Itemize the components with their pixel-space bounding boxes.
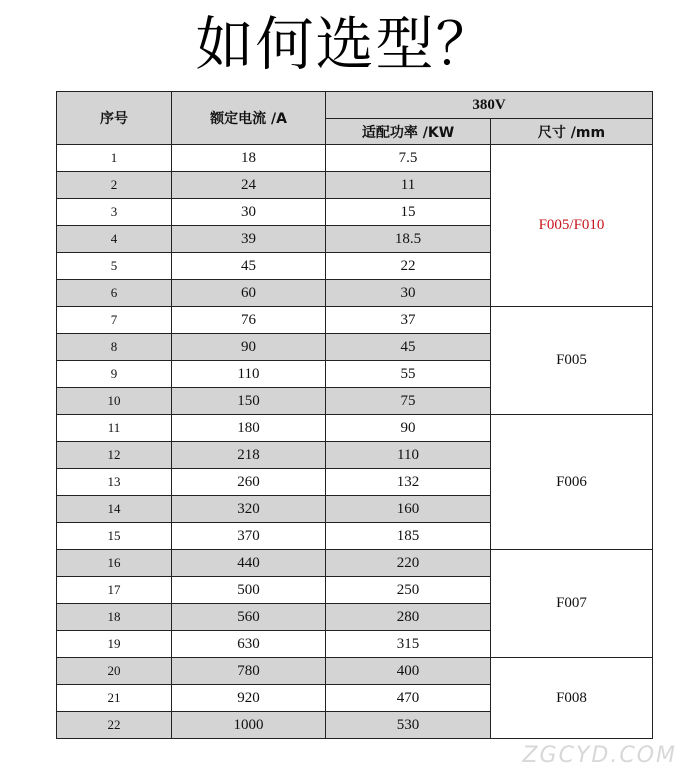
row-index: 19 — [57, 631, 172, 658]
row-power: 530 — [326, 712, 491, 739]
row-current: 39 — [172, 226, 326, 253]
row-power: 315 — [326, 631, 491, 658]
row-current: 260 — [172, 469, 326, 496]
row-current: 780 — [172, 658, 326, 685]
row-current: 180 — [172, 415, 326, 442]
row-current: 218 — [172, 442, 326, 469]
row-index: 1 — [57, 145, 172, 172]
row-current: 500 — [172, 577, 326, 604]
page-title: 如何选型？ — [195, 10, 496, 78]
table-row — [57, 550, 653, 577]
row-current: 1000 — [172, 712, 326, 739]
row-current: 440 — [172, 550, 326, 577]
row-power: 55 — [326, 361, 491, 388]
row-index: 21 — [57, 685, 172, 712]
row-index: 18 — [57, 604, 172, 631]
row-current: 90 — [172, 334, 326, 361]
row-index: 13 — [57, 469, 172, 496]
size-cell: F006 — [491, 415, 653, 550]
header-row — [57, 92, 653, 119]
row-power: 400 — [326, 658, 491, 685]
row-index: 22 — [57, 712, 172, 739]
row-current: 370 — [172, 523, 326, 550]
row-power: 30 — [326, 280, 491, 307]
row-index: 4 — [57, 226, 172, 253]
row-power: 280 — [326, 604, 491, 631]
row-current: 150 — [172, 388, 326, 415]
row-index: 9 — [57, 361, 172, 388]
row-current: 630 — [172, 631, 326, 658]
header-current: 额定电流 /A — [172, 92, 326, 145]
table-row — [57, 658, 653, 685]
row-current: 320 — [172, 496, 326, 523]
row-current: 76 — [172, 307, 326, 334]
size-cell: F005/F010 — [491, 145, 653, 307]
row-index: 3 — [57, 199, 172, 226]
size-cell: F005 — [491, 307, 653, 415]
row-power: 22 — [326, 253, 491, 280]
row-index: 2 — [57, 172, 172, 199]
row-power: 18.5 — [326, 226, 491, 253]
size-cell: F007 — [491, 550, 653, 658]
row-power: 220 — [326, 550, 491, 577]
header-size: 尺寸 /mm — [491, 119, 653, 145]
row-power: 90 — [326, 415, 491, 442]
row-power: 7.5 — [326, 145, 491, 172]
row-index: 10 — [57, 388, 172, 415]
row-power: 132 — [326, 469, 491, 496]
header-index: 序号 — [57, 92, 172, 145]
row-current: 45 — [172, 253, 326, 280]
row-power: 185 — [326, 523, 491, 550]
row-index: 7 — [57, 307, 172, 334]
table-row — [57, 307, 653, 334]
row-current: 60 — [172, 280, 326, 307]
row-index: 11 — [57, 415, 172, 442]
row-current: 18 — [172, 145, 326, 172]
row-power: 110 — [326, 442, 491, 469]
row-index: 17 — [57, 577, 172, 604]
row-current: 920 — [172, 685, 326, 712]
row-current: 24 — [172, 172, 326, 199]
row-index: 16 — [57, 550, 172, 577]
table-row — [57, 415, 653, 442]
row-index: 8 — [57, 334, 172, 361]
row-index: 5 — [57, 253, 172, 280]
row-current: 560 — [172, 604, 326, 631]
header-voltage: 380V — [326, 92, 653, 119]
row-index: 20 — [57, 658, 172, 685]
row-index: 12 — [57, 442, 172, 469]
row-power: 250 — [326, 577, 491, 604]
table-row — [57, 145, 653, 172]
selection-table — [56, 91, 653, 739]
watermark: ZGCYD.COM — [522, 743, 677, 768]
row-power: 11 — [326, 172, 491, 199]
size-cell: F008 — [491, 658, 653, 739]
row-power: 45 — [326, 334, 491, 361]
row-current: 30 — [172, 199, 326, 226]
row-index: 14 — [57, 496, 172, 523]
row-power: 37 — [326, 307, 491, 334]
row-index: 15 — [57, 523, 172, 550]
row-power: 470 — [326, 685, 491, 712]
row-power: 160 — [326, 496, 491, 523]
row-power: 75 — [326, 388, 491, 415]
header-power: 适配功率 /KW — [326, 119, 491, 145]
row-index: 6 — [57, 280, 172, 307]
row-power: 15 — [326, 199, 491, 226]
row-current: 110 — [172, 361, 326, 388]
